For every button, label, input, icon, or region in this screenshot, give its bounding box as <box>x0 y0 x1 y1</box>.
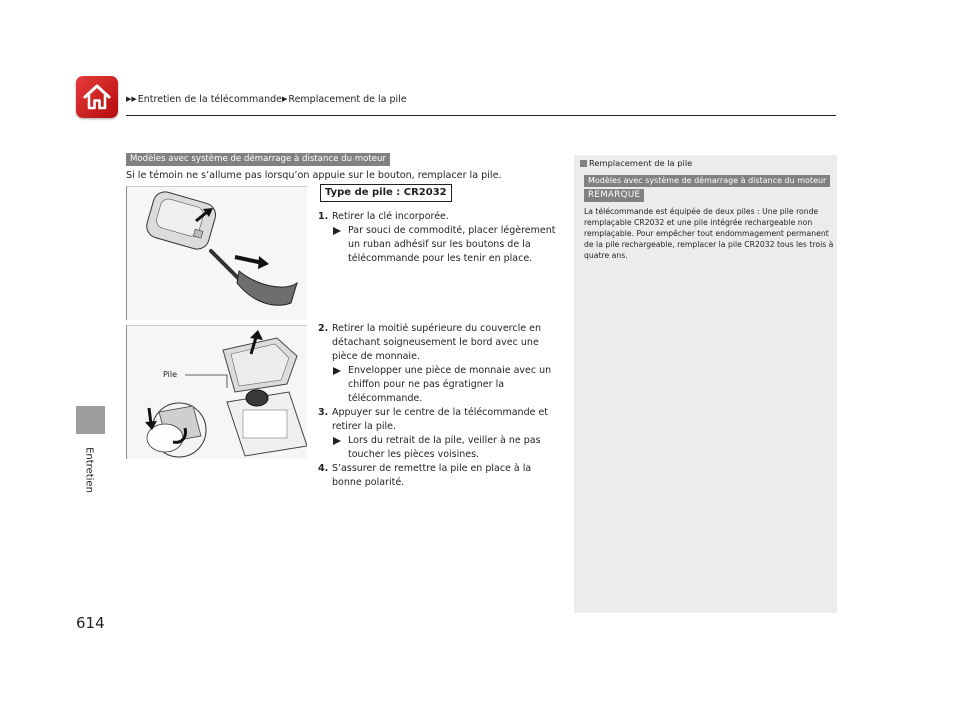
reference-square-icon <box>580 160 587 167</box>
figure-battery-removal <box>126 325 307 459</box>
header-rule <box>126 115 836 116</box>
triangle-arrow-icon: ▶▶ <box>126 95 137 103</box>
step-substep <box>318 364 562 406</box>
section-tab-marker <box>76 406 105 434</box>
step-item <box>318 210 562 224</box>
sidebar-title <box>580 158 692 168</box>
steps-block-2 <box>318 322 562 490</box>
step-number: 1. <box>318 211 329 222</box>
step-number: 3. <box>318 407 329 418</box>
breadcrumb-item-battery[interactable]: Remplacement de la pile <box>288 94 407 105</box>
battery-removal-illustration <box>127 326 307 459</box>
step-item <box>318 322 562 364</box>
model-tag: Modèles avec système de démarrage à distance du moteur <box>126 153 390 166</box>
step-item <box>318 406 562 434</box>
triangle-arrow-icon <box>333 367 341 375</box>
sidebar-model-tag: Modèles avec système de démarrage à distance du moteur <box>584 175 830 187</box>
note-tag: REMARQUE <box>584 189 644 202</box>
step-text: Retirer la moitié supérieure du couvercle en détachant soigneusement le bord avec une pièce de monnaie. <box>332 323 541 362</box>
substep-text: Par souci de commodité, placer légèrement un ruban adhésif sur les boutons de la télécommande pour les tenir en place. <box>348 225 556 264</box>
substep-text: Envelopper une pièce de monnaie avec un chiffon pour ne pas égratigner la télécommande. <box>348 365 552 404</box>
figure-key-removal <box>126 186 307 320</box>
sidebar-note-panel <box>574 155 837 613</box>
breadcrumb-item-maintenance[interactable]: Entretien de la télécommande <box>137 94 283 105</box>
triangle-arrow-icon: ▶ <box>282 95 288 103</box>
triangle-arrow-icon <box>333 227 341 235</box>
page-number: 614 <box>76 614 105 632</box>
step-number: 2. <box>318 323 329 334</box>
home-icon <box>82 82 112 112</box>
key-removal-illustration <box>127 187 307 320</box>
sidebar-note-text: La télécommande est équipée de deux piles : Une pile ronde remplaçable CR2032 et une pile intégrée rechargeable non remplaçable. Pour empêcher tout endommagement permanent de la pile rechargeable, remplacer la pile CR2032 tous les trois à quatre ans. <box>584 207 834 260</box>
sidebar-title-text: Remplacement de la pile <box>589 158 693 168</box>
step-substep <box>318 224 562 266</box>
step-item <box>318 462 562 490</box>
step-substep <box>318 434 562 462</box>
figure-callout-battery: Pile <box>163 370 178 379</box>
triangle-arrow-icon <box>333 437 341 445</box>
section-tab-label: Entretien <box>83 447 95 493</box>
intro-text: Si le témoin ne s’allume pas lorsqu’on appuie sur le bouton, remplacer la pile. <box>126 170 502 181</box>
step-text: Appuyer sur le centre de la télécommande et retirer la pile. <box>332 407 549 432</box>
battery-type-box: Type de pile : CR2032 <box>320 184 452 202</box>
step-text: S’assurer de remettre la pile en place à la bonne polarité. <box>332 463 532 488</box>
home-button[interactable] <box>76 76 118 118</box>
step-text: Retirer la clé incorporée. <box>332 211 449 222</box>
substep-text: Lors du retrait de la pile, veiller à ne pas toucher les pièces voisines. <box>348 435 541 460</box>
breadcrumb <box>126 94 407 105</box>
steps-block-1 <box>318 210 562 266</box>
step-number: 4. <box>318 463 329 474</box>
